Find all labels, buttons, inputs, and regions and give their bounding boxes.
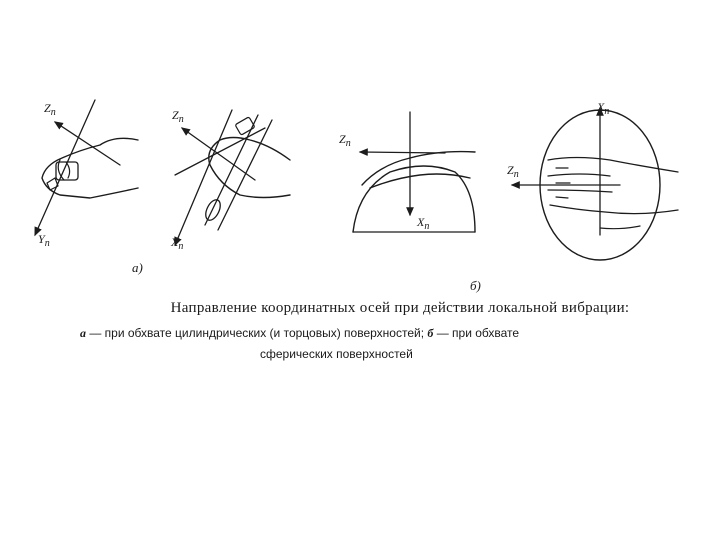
z-axis-label-b2: $Z_п$ [507,163,519,180]
z-axis-label-a2: $Z_п$ [172,108,184,125]
panel-a-figure-1 [35,100,138,235]
x-axis-label-b1: $X_п$ [417,215,430,232]
caption-a-marker: а [80,326,86,340]
z-axis-arrow-b1 [360,152,445,153]
y-axis-arrow-a1 [35,100,95,235]
z-axis-arrow-a2 [182,128,255,180]
x-axis-arrow-a2 [175,110,232,245]
caption-line-2 [80,326,680,341]
caption-b-text: — при обхвате [433,326,520,340]
y-axis-label-a1: $Y_п$ [38,232,50,249]
z-axis-label-a1: $Z_п$ [44,101,56,118]
x-axis-label-a2: $X_п$ [171,235,184,252]
z-axis-label-b1: $Z_п$ [339,132,351,149]
panel-b-label: б) [470,278,481,293]
caption-b-marker: б [427,326,434,340]
caption-a-text: — при обхвате цилиндрических (и торцовых) поверхностей; [86,326,428,340]
z-axis-arrow-a1 [55,122,120,165]
x-axis-label-b2: $X_п$ [597,100,610,117]
caption-line-3: сферических поверхностей [260,347,413,361]
figure-caption [80,300,680,361]
panel-a-figure-2 [175,110,290,245]
panel-b-figure-2 [512,108,678,260]
caption-title: Направление координатных осей при действии локальной вибрации: [170,300,630,316]
panel-b-figure-1 [353,112,475,232]
panel-a-label: а) [132,260,143,275]
